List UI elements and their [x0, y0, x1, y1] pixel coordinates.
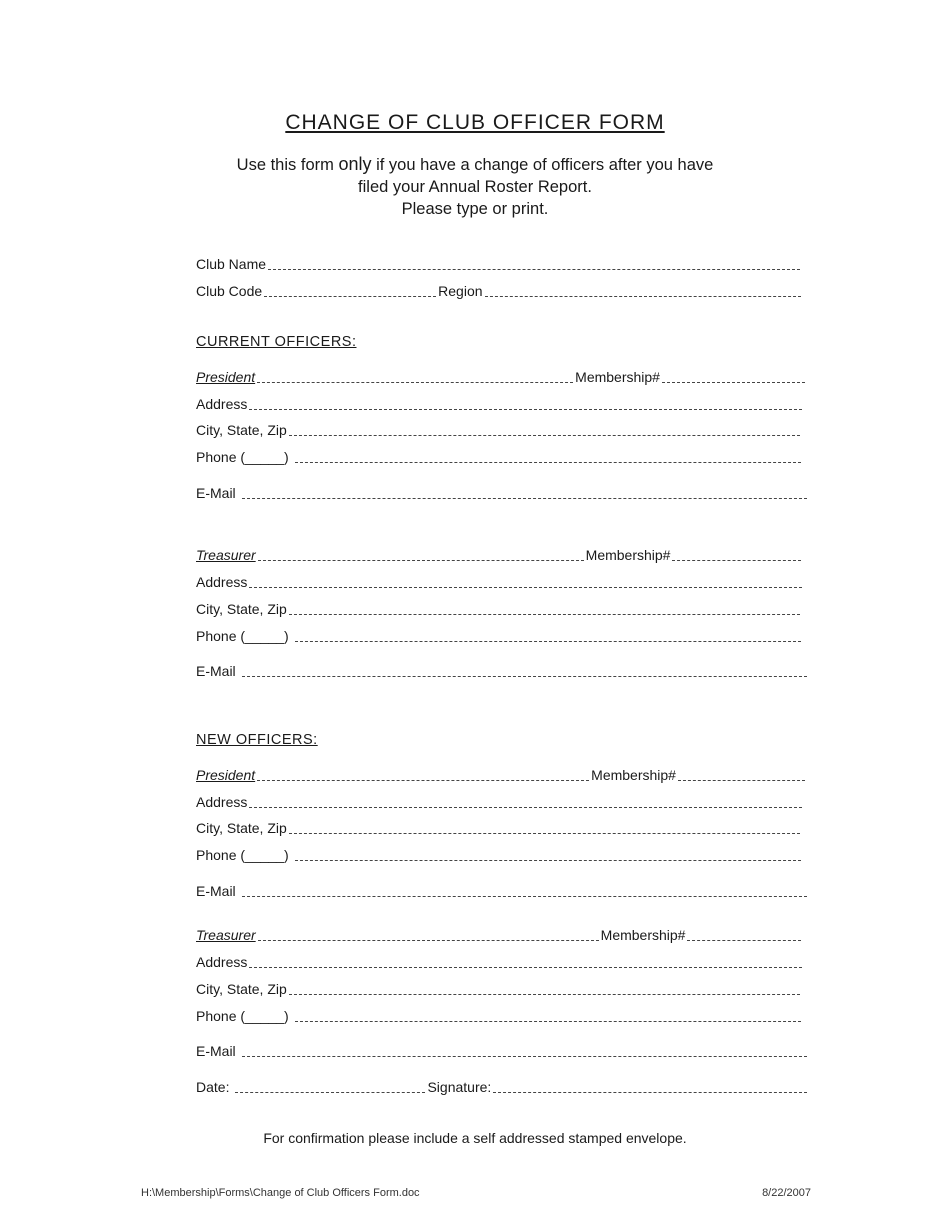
intro-line1-post: if you have a change of officers after you have: [371, 156, 714, 174]
new-president-label: President: [196, 767, 256, 783]
new-president-email-field[interactable]: [242, 884, 807, 897]
city-label: City, State, Zip: [196, 601, 287, 617]
current-president-row: [196, 367, 807, 385]
address-label: Address: [196, 396, 248, 412]
intro-line1-pre: Use this form: [236, 156, 339, 174]
email-label: E-Mail: [196, 485, 236, 501]
current-president-email-field[interactable]: [242, 486, 807, 499]
current-treasurer-phone-row: [196, 626, 803, 644]
date-field[interactable]: [235, 1080, 425, 1093]
club-code-row: [196, 281, 803, 299]
new-treasurer-name-field[interactable]: [258, 928, 599, 941]
new-treasurer-phone-row: [196, 1006, 803, 1024]
email-label: E-Mail: [196, 883, 236, 899]
current-president-membership-label: Membership#: [575, 369, 660, 385]
new-treasurer-city-field[interactable]: [289, 982, 800, 995]
current-treasurer-address-field[interactable]: [249, 575, 802, 588]
club-name-row: [196, 254, 802, 272]
current-treasurer-email-row: [196, 661, 809, 679]
current-treasurer-membership-field[interactable]: [672, 548, 801, 561]
email-label: E-Mail: [196, 663, 236, 679]
city-label: City, State, Zip: [196, 820, 287, 836]
current-president-phone-field[interactable]: [295, 450, 801, 463]
new-president-email-row: [196, 881, 809, 899]
footer-file-path: H:\Membership\Forms\Change of Club Officers Form.doc: [141, 1187, 420, 1199]
new-president-address-field[interactable]: [249, 795, 802, 808]
new-president-name-field[interactable]: [257, 768, 589, 781]
new-treasurer-membership-label: Membership#: [600, 927, 686, 943]
club-code-field[interactable]: [264, 284, 436, 297]
city-label: City, State, Zip: [196, 981, 287, 997]
intro-text: [0, 153, 950, 220]
new-president-membership-label: Membership#: [591, 767, 676, 783]
phone-label: Phone (_____): [196, 1008, 289, 1024]
current-officers-heading: CURRENT OFFICERS:: [196, 334, 357, 350]
current-treasurer-name-field[interactable]: [258, 548, 584, 561]
current-president-membership-field[interactable]: [662, 370, 805, 383]
footer-date: 8/22/2007: [762, 1187, 811, 1199]
current-president-address-field[interactable]: [249, 397, 802, 410]
intro-only: only: [338, 154, 372, 174]
region-label: Region: [438, 283, 483, 299]
new-treasurer-row: [196, 925, 803, 943]
current-president-name-field[interactable]: [257, 370, 573, 383]
new-treasurer-address-field[interactable]: [249, 955, 802, 968]
phone-label: Phone (_____): [196, 628, 289, 644]
new-treasurer-email-row: [196, 1041, 809, 1059]
new-treasurer-phone-field[interactable]: [295, 1009, 801, 1022]
current-treasurer-label: Treasurer: [196, 547, 256, 563]
current-treasurer-email-field[interactable]: [242, 664, 807, 677]
current-president-label: President: [196, 369, 256, 385]
current-treasurer-phone-field[interactable]: [295, 629, 801, 642]
current-president-city-field[interactable]: [289, 423, 800, 436]
current-president-address-row: [196, 394, 804, 412]
city-label: City, State, Zip: [196, 422, 287, 438]
current-president-email-row: [196, 483, 809, 501]
new-treasurer-label: Treasurer: [196, 927, 256, 943]
new-president-phone-field[interactable]: [295, 848, 801, 861]
email-label: E-Mail: [196, 1043, 236, 1059]
club-code-label: Club Code: [196, 283, 263, 299]
address-label: Address: [196, 954, 248, 970]
current-treasurer-address-row: [196, 572, 804, 590]
new-president-city-row: [196, 818, 802, 836]
intro-line2: filed your Annual Roster Report.: [358, 178, 592, 196]
signature-label: Signature:: [427, 1079, 492, 1095]
current-president-phone-row: [196, 447, 803, 465]
current-treasurer-city-field[interactable]: [289, 602, 800, 615]
new-treasurer-email-field[interactable]: [242, 1044, 807, 1057]
current-treasurer-row: [196, 545, 803, 563]
current-president-city-row: [196, 420, 802, 438]
address-label: Address: [196, 794, 248, 810]
date-signature-row: [196, 1077, 809, 1095]
address-label: Address: [196, 574, 248, 590]
current-treasurer-city-row: [196, 599, 802, 617]
new-president-row: [196, 765, 807, 783]
new-president-city-field[interactable]: [289, 821, 800, 834]
date-label: Date:: [196, 1079, 230, 1095]
new-president-phone-row: [196, 845, 803, 863]
new-treasurer-address-row: [196, 952, 804, 970]
current-treasurer-membership-label: Membership#: [585, 547, 671, 563]
phone-label: Phone (_____): [196, 847, 289, 863]
phone-label: Phone (_____): [196, 449, 289, 465]
new-officers-heading: NEW OFFICERS:: [196, 732, 318, 748]
club-name-label: Club Name: [196, 256, 267, 272]
form-title: CHANGE OF CLUB OFFICER FORM: [285, 111, 665, 134]
intro-line3: Please type or print.: [401, 200, 549, 218]
signature-field[interactable]: [493, 1080, 807, 1093]
new-treasurer-membership-field[interactable]: [687, 928, 801, 941]
club-name-field[interactable]: [268, 257, 800, 270]
confirmation-note: For confirmation please include a self addressed stamped envelope.: [263, 1130, 687, 1146]
region-field[interactable]: [485, 284, 801, 297]
new-treasurer-city-row: [196, 979, 802, 997]
new-president-membership-field[interactable]: [678, 768, 805, 781]
new-president-address-row: [196, 792, 804, 810]
